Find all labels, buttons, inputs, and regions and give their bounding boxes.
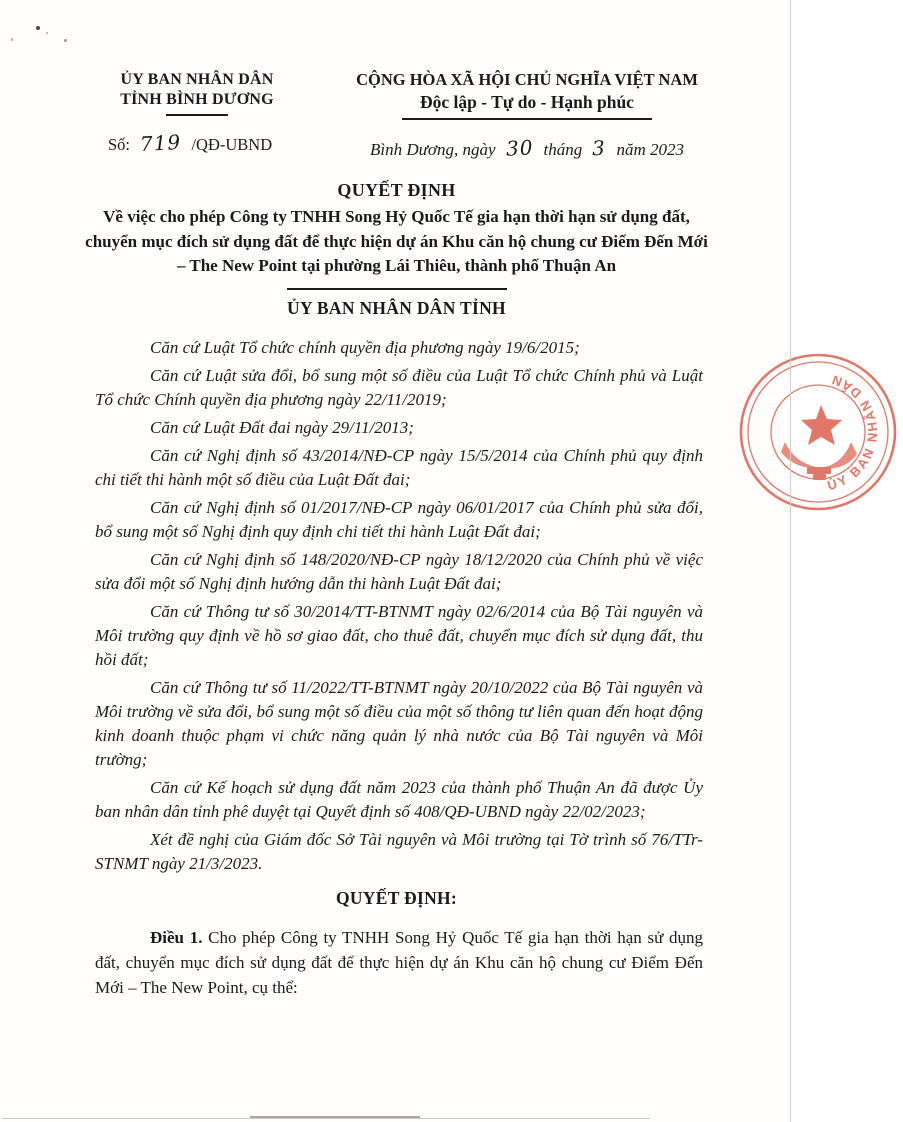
date-mid: tháng <box>543 140 583 159</box>
citation-paragraph: Căn cứ Luật Đất đai ngày 29/11/2013; <box>150 417 414 437</box>
scan-speck <box>64 39 67 42</box>
decision-subtitle: Về việc cho phép Công ty TNHH Song Hỷ Quốc Tế gia hạn thời hạn sử dụng đất, chuyển mục đích sử dụng đất để thực hiện dự án Khu căn hộ chung cư Điểm Đến Mới – The New Point tại phường Lái Thiêu, thành phố Thuận An <box>85 207 708 275</box>
issuing-authority-line1: ỦY BAN NHÂN DÂN <box>120 71 274 88</box>
citation-paragraph: Căn cứ Thông tư số 11/2022/TT-BTNMT ngày 20/10/2022 của Bộ Tài nguyên và Môi trường về sửa đổi, bổ sung một số điều của một số thông tư liên quan đến hoạt động kinh doanh thuộc phạm vi chức năng quản lý nhà nước của Bộ Tài nguyên và Môi trường; <box>95 677 703 769</box>
scan-edge-line <box>2 1118 650 1119</box>
date-month-handwritten: 3 <box>591 135 607 161</box>
document-header <box>0 0 793 160</box>
scan-edge-line <box>790 0 791 1122</box>
citation-paragraph: Căn cứ Kế hoạch sử dụng đất năm 2023 của thành phố Thuận An đã được Ủy ban nhân dân tỉnh phê duyệt tại Quyết định số 408/QĐ-UBND ngày 22/02/2023; <box>95 777 703 821</box>
date-prefix: Bình Dương, ngày <box>370 140 496 159</box>
citation-paragraph: Căn cứ Luật Tổ chức chính quyền địa phương ngày 19/6/2015; <box>150 337 580 357</box>
header-right-rule <box>402 118 652 120</box>
deciding-authority: ỦY BAN NHÂN DÂN TỈNH <box>287 297 506 318</box>
stamp-emblem <box>781 405 857 480</box>
stamp-text: ỦY BAN NHÂN DÂN <box>825 371 881 494</box>
citation-paragraph: Căn cứ Luật sửa đổi, bổ sung một số điều của Luật Tổ chức Chính phủ và Luật Tổ chức Chính quyền địa phương ngày 22/11/2019; <box>95 365 703 409</box>
national-title: CỘNG HÒA XÃ HỘI CHỦ NGHĨA VIỆT NAM <box>356 70 698 89</box>
article-1-label: Điều 1. <box>150 927 203 947</box>
issuing-authority-line2: TỈNH BÌNH DƯƠNG <box>120 91 274 108</box>
date-suffix: năm 2023 <box>616 140 684 159</box>
place-date-line <box>338 136 716 160</box>
legal-citations <box>95 336 703 876</box>
citation-paragraph: Căn cứ Thông tư số 30/2014/TT-BTNMT ngày 02/6/2014 của Bộ Tài nguyên và Môi trường quy định về hồ sơ giao đất, cho thuê đất, chuyển mục đích sử dụng đất, thu hồi đất; <box>95 601 703 669</box>
svg-text:ỦY BAN NHÂN DÂN <box>826 371 881 493</box>
scan-speck <box>36 26 40 30</box>
citation-paragraph: Xét đề nghị của Giám đốc Sở Tài nguyên và Môi trường tại Tờ trình số 76/TTr-STNMT ngày 21/3/2023. <box>95 829 703 873</box>
scan-speck <box>46 32 48 34</box>
citation-paragraph: Căn cứ Nghị định số 43/2014/NĐ-CP ngày 15/5/2014 của Chính phủ quy định chi tiết thi hành một số điều của Luật Đất đai; <box>95 445 703 489</box>
official-red-stamp <box>733 347 903 517</box>
national-motto: Độc lập - Tự do - Hạnh phúc <box>420 92 634 112</box>
decision-title: QUYẾT ĐỊNH <box>337 180 456 200</box>
date-day-handwritten: 30 <box>505 135 534 161</box>
title-block <box>83 180 711 319</box>
document-number-line <box>56 131 338 155</box>
issuing-authority-block <box>56 70 338 160</box>
citation-paragraph: Căn cứ Nghị định số 148/2020/NĐ-CP ngày 18/12/2020 của Chính phủ về việc sửa đổi một số Nghị định hướng dẫn thi hành Luật Đất đai; <box>95 549 703 593</box>
document-number-suffix: /QĐ-UBND <box>191 135 273 154</box>
document-number-label: Số: <box>108 135 131 154</box>
article-1-text: Cho phép Công ty TNHH Song Hỷ Quốc Tế gia hạn thời hạn sử dụng đất, chuyển mục đích sử dụng đất để thực hiện dự án Khu căn hộ chung cư Điểm Đến Mới – The New Point, cụ thể: <box>95 927 704 997</box>
national-motto-block <box>338 70 716 160</box>
article-1-paragraph <box>95 925 703 1000</box>
scan-speck <box>11 38 13 41</box>
decision-heading: QUYẾT ĐỊNH: <box>335 887 458 908</box>
header-left-rule <box>166 114 228 116</box>
scan-edge-line <box>250 1116 420 1118</box>
title-rule <box>287 288 507 290</box>
citation-paragraph: Căn cứ Nghị định số 01/2017/NĐ-CP ngày 06/01/2017 của Chính phủ sửa đổi, bổ sung một số Nghị định quy định chi tiết thi hành Luật Đất đai; <box>95 497 703 541</box>
document-number-handwritten: 719 <box>139 129 182 157</box>
